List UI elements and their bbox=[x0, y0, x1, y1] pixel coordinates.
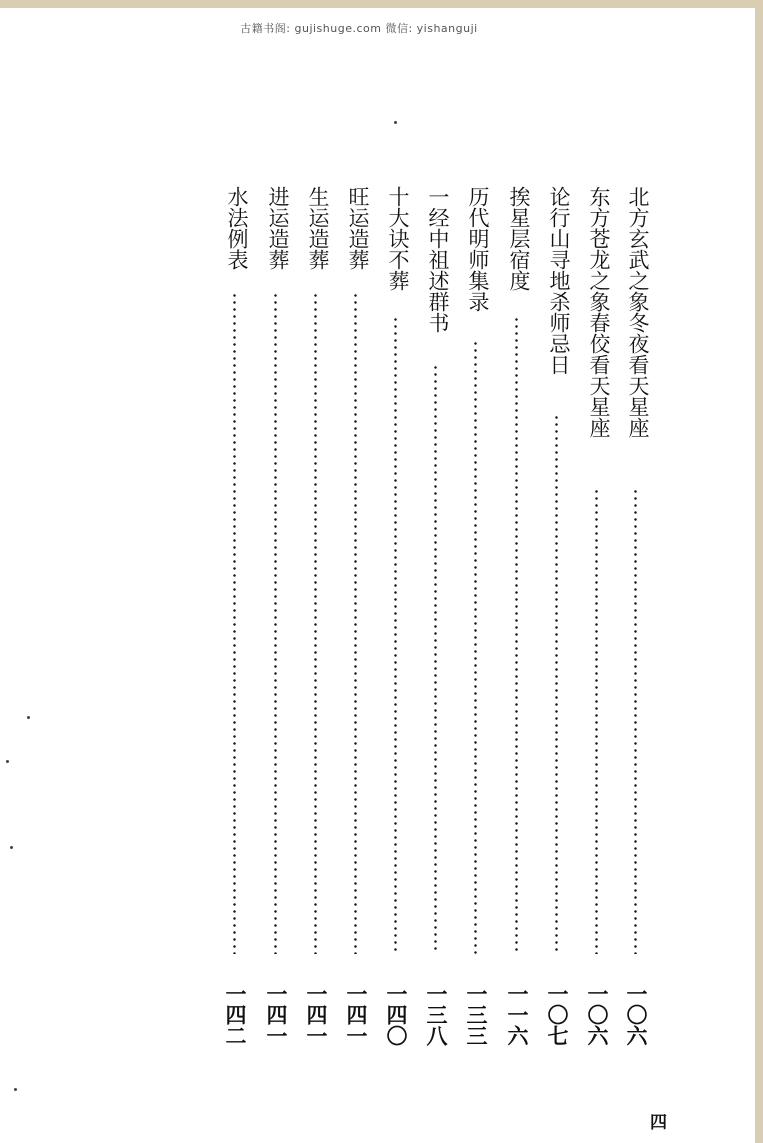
toc-entry-title: 旺运造葬 bbox=[346, 186, 370, 270]
toc-entry-page: 一四〇 bbox=[384, 983, 409, 1046]
toc-entry[interactable] bbox=[622, 186, 650, 1046]
toc-entry[interactable] bbox=[462, 186, 490, 1046]
toc-entry-page: 一四一 bbox=[344, 983, 369, 1046]
dot-leader bbox=[474, 340, 477, 954]
toc-entry-page: 一四一 bbox=[264, 983, 289, 1046]
toc-entry-title: 历代明师集录 bbox=[466, 186, 490, 312]
dot-leader bbox=[354, 292, 357, 954]
toc-entry[interactable] bbox=[302, 186, 330, 1046]
toc-entry-title: 水法例表 bbox=[225, 186, 249, 270]
dot-leader bbox=[233, 292, 236, 954]
toc-entry[interactable] bbox=[221, 186, 249, 1046]
toc-entry-page: 一四一 bbox=[304, 983, 329, 1046]
scan-speck bbox=[14, 1088, 17, 1091]
toc-entry-title: 生运造葬 bbox=[306, 186, 330, 270]
dot-leader bbox=[314, 292, 317, 954]
toc-entry-title: 北方玄武之象冬夜看天星座 bbox=[626, 186, 650, 438]
toc-entry-title: 挨星层宿度 bbox=[507, 186, 531, 291]
toc-entry[interactable] bbox=[262, 186, 290, 1046]
toc-entry-page: 一〇六 bbox=[585, 983, 610, 1046]
toc-entry-title: 论行山寻地杀师忌日 bbox=[547, 186, 571, 375]
dot-leader bbox=[515, 316, 518, 954]
scan-speck bbox=[6, 760, 9, 763]
toc-entry[interactable] bbox=[503, 186, 531, 1046]
toc-entry-page: 一一六 bbox=[505, 983, 530, 1046]
page-frame-top bbox=[0, 0, 763, 8]
toc-entry-title: 一经中祖述群书 bbox=[426, 186, 450, 333]
toc-entry-page: 一四二 bbox=[223, 983, 248, 1046]
dot-leader bbox=[394, 316, 397, 954]
toc-entry-page: 一三三 bbox=[464, 983, 489, 1046]
watermark-text: 古籍书阁: gujishuge.com 微信: yishanguji bbox=[240, 22, 478, 35]
scan-speck bbox=[27, 716, 30, 719]
dot-leader bbox=[595, 488, 598, 954]
toc-entry[interactable] bbox=[583, 186, 611, 1046]
toc-entry[interactable] bbox=[342, 186, 370, 1046]
toc-entry[interactable] bbox=[382, 186, 410, 1046]
toc-entry-title: 十大诀不葬 bbox=[386, 186, 410, 291]
table-of-contents bbox=[0, 186, 763, 1046]
page-number: 四 bbox=[650, 1113, 667, 1133]
dot-leader bbox=[434, 364, 437, 954]
dot-leader bbox=[555, 414, 558, 954]
dot-leader bbox=[274, 292, 277, 954]
scan-speck bbox=[10, 846, 13, 849]
toc-entry-page: 一〇六 bbox=[624, 983, 649, 1046]
toc-entry-page: 一三八 bbox=[424, 983, 449, 1046]
toc-entry-page: 一〇七 bbox=[545, 983, 570, 1046]
dot-leader bbox=[634, 488, 637, 954]
toc-entry-title: 进运造葬 bbox=[266, 186, 290, 270]
toc-entry-title: 东方苍龙之象春佼看天星座 bbox=[587, 186, 611, 438]
toc-entry[interactable] bbox=[543, 186, 571, 1046]
scan-speck bbox=[394, 121, 397, 124]
toc-entry[interactable] bbox=[422, 186, 450, 1046]
